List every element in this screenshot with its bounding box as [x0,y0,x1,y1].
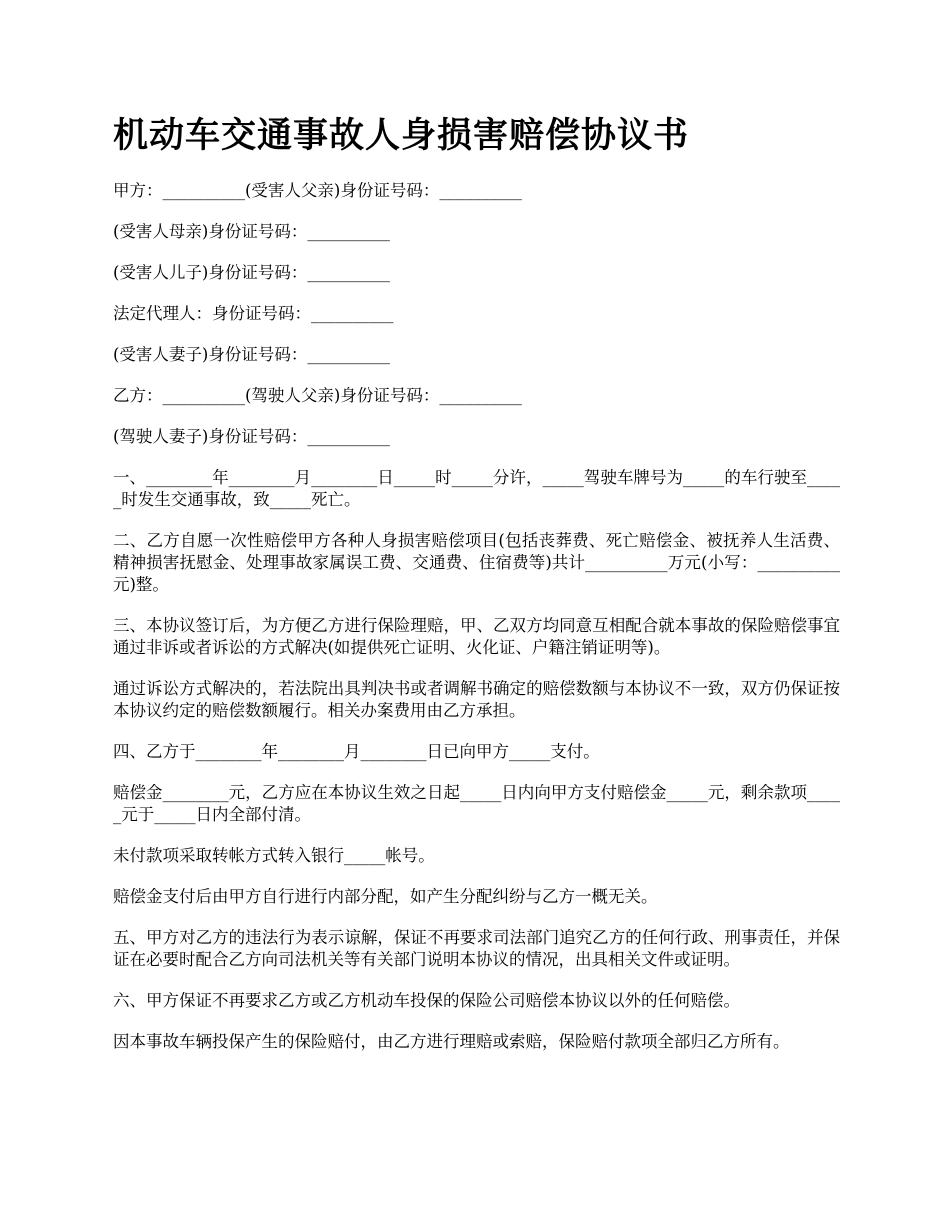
clause-4-distribution: 赔偿金支付后由甲方自行进行内部分配，如产生分配纠纷与乙方一概无关。 [113,887,658,906]
victim-wife-line: (受害人妻子)身份证号码：__________ [113,345,390,364]
clause-2-compensation: 二、乙方自愿一次性赔偿甲方各种人身损害赔偿项目(包括丧葬费、死亡赔偿金、被抚养人生活费、精神损害抚慰金、处理事故家属误工费、交通费、住宿费等)共计__________万元(小写：__________元)整。 [113,531,840,594]
clause-1-accident: 一、________年________月________日_____时_____分许，_____驾驶车牌号为_____的车行驶至_____时发生交通事故，致_____死亡。 [113,468,840,509]
clause-5-forgiveness: 五、甲方对乙方的违法行为表示谅解，保证不再要求司法部门追究乙方的任何行政、刑事责任，并保证在必要时配合乙方向司法机关等有关部门说明本协议的情况，出具相关文件或证明。 [113,928,840,969]
clause-6-no-further-claims: 六、甲方保证不再要求乙方或乙方机动车投保的保险公司赔偿本协议以外的任何赔偿。 [113,991,740,1010]
clause-4-payment: 四、乙方于________年________月________日已向甲方_____支付。 [113,742,600,761]
clause-3-litigation: 通过诉讼方式解决的，若法院出具判决书或者调解书确定的赔偿数额与本协议不一致，双方仍保证按本协议约定的赔偿数额履行。相关办案费用由乙方承担。 [113,679,840,720]
clause-4-bank-transfer: 未付款项采取转帐方式转入银行_____帐号。 [113,846,435,865]
driver-wife-line: (驾驶人妻子)身份证号码：__________ [113,427,390,446]
party-b-father-line: 乙方：__________(驾驶人父亲)身份证号码：__________ [113,386,522,405]
victim-son-line: (受害人儿子)身份证号码：__________ [113,263,390,282]
clause-4-installments: 赔偿金________元，乙方应在本协议生效之日起_____日内向甲方支付赔偿金_____元，剩余款项_____元于_____日内全部付清。 [113,783,840,824]
legal-representative-line: 法定代理人：身份证号码：__________ [113,304,394,323]
document-title: 机动车交通事故人身损害赔偿协议书 [113,116,690,156]
clause-6-insurance-payout: 因本事故车辆投保产生的保险赔付，由乙方进行理赔或索赔，保险赔付款项全部归乙方所有。 [113,1032,790,1051]
victim-mother-line: (受害人母亲)身份证号码：__________ [113,222,390,241]
party-a-father-line: 甲方：__________(受害人父亲)身份证号码：__________ [113,181,522,200]
clause-3-insurance: 三、本协议签订后，为方便乙方进行保险理赔，甲、乙双方均同意互相配合就本事故的保险赔偿事宜通过非诉或者诉讼的方式解决(如提供死亡证明、火化证、户籍注销证明等)。 [113,616,840,657]
